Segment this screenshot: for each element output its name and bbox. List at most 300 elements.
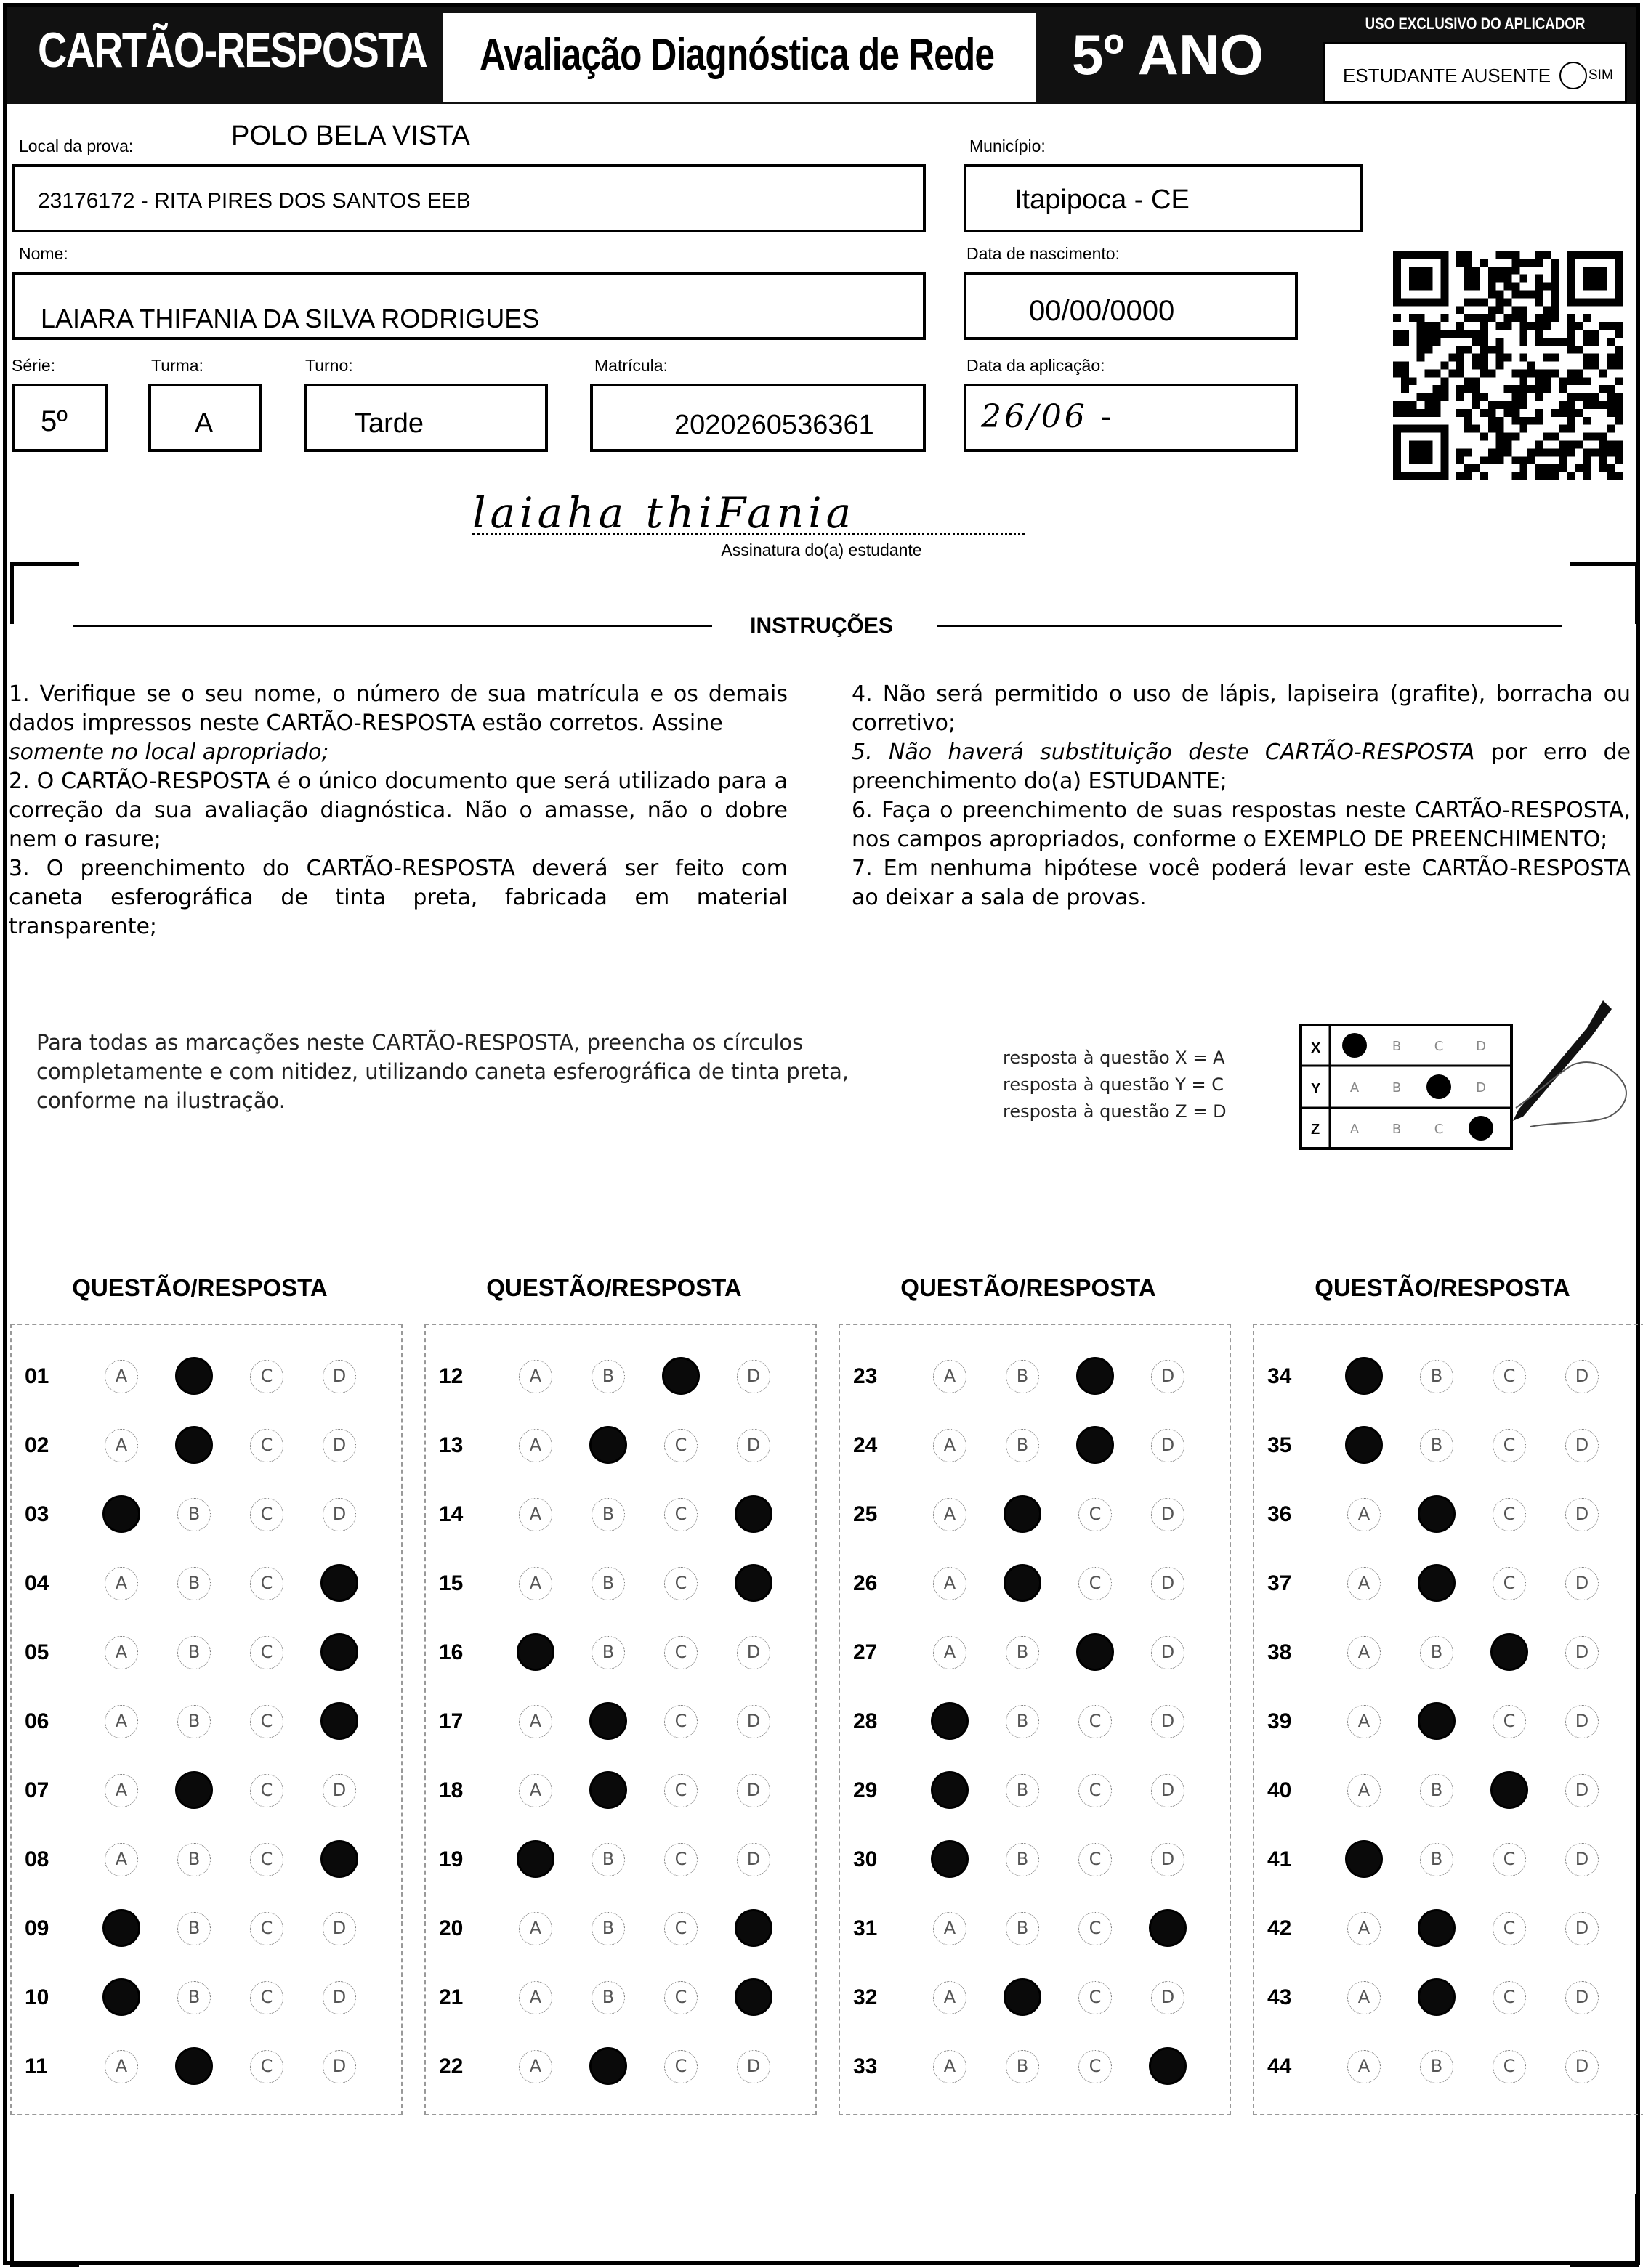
answer-bubble-a[interactable]: A (933, 2050, 966, 2083)
answer-bubble-b[interactable]: B (1006, 1774, 1039, 1807)
instructions-right (852, 680, 1631, 912)
absent-bubble[interactable] (1559, 62, 1587, 89)
answer-bubble-b[interactable]: B (177, 1567, 211, 1600)
answer-bubble-c[interactable]: C (250, 1705, 283, 1738)
example-line-x: resposta à questão X = A (1003, 1048, 1225, 1068)
answer-bubble-a[interactable]: A (1347, 1912, 1381, 1945)
answer-bubble-a[interactable]: A (105, 2050, 138, 2083)
answer-bubble-b[interactable]: B (1420, 2050, 1453, 2083)
answer-bubble-b[interactable]: B (592, 1843, 625, 1876)
instruction-6: 6. Faça o preenchimento de suas respostas neste CARTÃO-RESPOSTA, nos campos apropriados, conforme o EXEMPLO DE PREENCHIMENTO; (852, 798, 1631, 852)
municipio-label: Município: (969, 137, 1046, 155)
question-row (853, 1768, 1216, 1826)
answer-bubble-b[interactable] (175, 1426, 213, 1464)
answer-bubble-d[interactable]: D (1151, 1498, 1184, 1531)
example-empty-bubble: B (1392, 1122, 1402, 1137)
answer-bubble-c[interactable]: C (1493, 1429, 1526, 1462)
answer-bubble-b[interactable] (1004, 1564, 1041, 1602)
question-row (25, 1768, 388, 1826)
answer-bubble-b[interactable]: B (177, 1705, 211, 1738)
answer-bubble-d[interactable]: D (1565, 2050, 1599, 2083)
question-row (1267, 1906, 1631, 1964)
question-row (439, 1699, 802, 1757)
answer-bubble-b[interactable]: B (592, 1498, 625, 1531)
answer-bubble-c[interactable]: C (250, 1912, 283, 1945)
answer-bubble-a[interactable]: A (519, 1498, 552, 1531)
signature-line (472, 533, 1025, 535)
answer-bubble-c[interactable]: C (250, 1981, 283, 2014)
absent-label: ESTUDANTE AUSENTE (1343, 65, 1551, 86)
column-title-4: QUESTÃO/RESPOSTA (1315, 1274, 1570, 1301)
question-number: 04 (25, 1571, 49, 1595)
question-row (439, 1906, 802, 1964)
answer-bubble-b[interactable]: B (177, 1636, 211, 1669)
question-number: 23 (853, 1364, 878, 1388)
answer-bubble-a[interactable]: A (1347, 2050, 1381, 2083)
answer-bubble-a[interactable]: A (933, 1360, 966, 1393)
corner-bracket (1570, 2194, 1639, 2267)
answer-bubble-b[interactable] (589, 2047, 627, 2085)
question-row (439, 1354, 802, 1412)
answer-bubble-d[interactable]: D (737, 1429, 770, 1462)
answer-bubble-a[interactable] (102, 1909, 140, 1947)
answer-bubble-d[interactable]: D (1565, 1567, 1599, 1600)
question-row (853, 1975, 1216, 2033)
answer-bubble-c[interactable]: C (664, 1843, 698, 1876)
question-row (853, 1492, 1216, 1550)
answer-bubble-b[interactable]: B (177, 1912, 211, 1945)
answer-bubble-b[interactable] (175, 1771, 213, 1809)
answer-bubble-a[interactable]: A (519, 1429, 552, 1462)
column-title-3: QUESTÃO/RESPOSTA (900, 1274, 1156, 1301)
answer-bubble-c[interactable]: C (1078, 1981, 1112, 2014)
answer-bubble-d[interactable] (735, 1495, 772, 1533)
instruction-1-emphasis: somente no local apropriado; (9, 740, 329, 765)
answer-bubble-c[interactable]: C (1078, 1705, 1112, 1738)
answer-bubble-b[interactable] (589, 1771, 627, 1809)
answer-bubble-d[interactable]: D (1151, 1774, 1184, 1807)
answer-bubble-d[interactable] (735, 1978, 772, 2016)
answer-bubble-d[interactable] (320, 1564, 358, 1602)
answer-bubble-a[interactable] (517, 1840, 554, 1878)
answer-bubble-a[interactable] (931, 1771, 969, 1809)
answer-bubble-c[interactable]: C (1493, 1981, 1526, 2014)
answer-bubble-c[interactable] (1076, 1633, 1114, 1671)
answer-bubble-a[interactable]: A (1347, 1567, 1381, 1600)
answer-bubble-b[interactable] (1418, 1978, 1456, 2016)
question-row (853, 1423, 1216, 1481)
answer-bubble-c[interactable]: C (1493, 1360, 1526, 1393)
municipio-field (964, 164, 1363, 232)
answer-bubble-b[interactable] (589, 1426, 627, 1464)
nasc-field (964, 272, 1298, 340)
answer-bubble-a[interactable]: A (1347, 1636, 1381, 1669)
question-number: 34 (1267, 1364, 1292, 1388)
answer-bubble-d[interactable]: D (1565, 1912, 1599, 1945)
instructions-title: INSTRUÇÕES (750, 614, 893, 638)
answer-bubble-a[interactable]: A (1347, 1705, 1381, 1738)
answer-bubble-a[interactable]: A (933, 1498, 966, 1531)
answer-bubble-d[interactable]: D (323, 2050, 356, 2083)
answer-bubble-c[interactable]: C (250, 1567, 283, 1600)
answer-bubble-c[interactable]: C (1493, 2050, 1526, 2083)
answer-bubble-d[interactable]: D (1565, 1705, 1599, 1738)
example-legend (1003, 1045, 1227, 1125)
answer-bubble-d[interactable]: D (1151, 1360, 1184, 1393)
turno-value: Tarde (355, 408, 424, 439)
answer-bubble-b[interactable]: B (592, 1636, 625, 1669)
answer-bubble-c[interactable] (662, 1357, 700, 1395)
question-row (853, 1630, 1216, 1688)
question-number: 26 (853, 1571, 878, 1595)
answer-bubble-a[interactable]: A (519, 1774, 552, 1807)
exam-title: Avaliação Diagnóstica de Rede (480, 30, 995, 80)
instruction-3: 3. O preenchimento do CARTÃO-RESPOSTA deverá ser feito com caneta esferográfica de tinta preta, fabricada em material transparente; (9, 856, 788, 939)
answer-bubble-c[interactable]: C (250, 1843, 283, 1876)
question-row (439, 2044, 802, 2102)
question-row (25, 2044, 388, 2102)
question-row (25, 1561, 388, 1619)
answer-bubble-c[interactable]: C (250, 1360, 283, 1393)
answer-bubble-b[interactable]: B (1420, 1636, 1453, 1669)
answer-bubble-a[interactable]: A (105, 1705, 138, 1738)
column-title-2: QUESTÃO/RESPOSTA (486, 1274, 742, 1301)
answer-bubble-c[interactable]: C (1078, 1567, 1112, 1600)
instruction-1: 1. Verifique se o seu nome, o número de sua matrícula e os demais dados impressos neste CARTÃO-RESPOSTA estão corretos. Assine (9, 681, 788, 736)
question-row (1267, 1423, 1631, 1481)
question-row (853, 1561, 1216, 1619)
grade-label: 5º ANO (1072, 23, 1264, 86)
aplicacao-label: Data da aplicação: (966, 356, 1105, 375)
answer-bubble-c[interactable]: C (1493, 1705, 1526, 1738)
answer-bubble-b[interactable] (1004, 1495, 1041, 1533)
answer-bubble-c[interactable]: C (250, 1774, 283, 1807)
answer-bubble-d[interactable] (735, 1564, 772, 1602)
instruction-2: 2. O CARTÃO-RESPOSTA é o único documento que será utilizado para a correção da sua avaliação diagnóstica. Não o amasse, não o dobre nem o rasure; (9, 769, 788, 852)
applicator-panel (1319, 10, 1631, 106)
question-number: 16 (439, 1640, 464, 1664)
answer-bubble-a[interactable] (102, 1978, 140, 2016)
answer-bubble-b[interactable]: B (1006, 1360, 1039, 1393)
question-row (25, 1630, 388, 1688)
question-number: 44 (1267, 2054, 1292, 2078)
answer-bubble-a[interactable]: A (933, 1567, 966, 1600)
answer-bubble-a[interactable]: A (1347, 1498, 1381, 1531)
question-number: 14 (439, 1502, 464, 1526)
answer-bubble-c[interactable]: C (664, 1567, 698, 1600)
answer-bubble-a[interactable]: A (519, 2050, 552, 2083)
answer-bubble-b[interactable]: B (1420, 1360, 1453, 1393)
example-row-x: X (1311, 1040, 1321, 1056)
example-line-z: resposta à questão Z = D (1003, 1101, 1227, 1122)
school-value: 23176172 - RITA PIRES DOS SANTOS EEB (38, 189, 471, 213)
question-row (25, 1837, 388, 1895)
qr-code (1393, 251, 1623, 480)
answer-bubble-a[interactable]: A (105, 1429, 138, 1462)
turma-field (148, 384, 262, 452)
question-row (25, 1492, 388, 1550)
answer-bubble-c[interactable]: C (1493, 1498, 1526, 1531)
example-empty-bubble: D (1476, 1080, 1486, 1095)
answer-bubble-a[interactable] (931, 1702, 969, 1740)
answer-bubble-c[interactable]: C (1078, 2050, 1112, 2083)
question-number: 35 (1267, 1433, 1292, 1457)
question-number: 19 (439, 1847, 464, 1871)
answer-bubble-c[interactable]: C (664, 1912, 698, 1945)
answer-bubble-a[interactable]: A (519, 1912, 552, 1945)
serie-field (12, 384, 108, 452)
aplicacao-field (964, 384, 1298, 452)
answer-bubble-d[interactable]: D (323, 1360, 356, 1393)
answer-bubble-b[interactable]: B (1006, 2050, 1039, 2083)
question-number: 12 (439, 1364, 464, 1388)
answer-bubble-a[interactable]: A (105, 1360, 138, 1393)
answer-bubble-d[interactable]: D (1151, 1636, 1184, 1669)
answer-bubble-d[interactable]: D (1151, 1705, 1184, 1738)
answer-bubble-a[interactable] (517, 1633, 554, 1671)
absent-box (1323, 42, 1627, 103)
turma-value: A (195, 408, 214, 439)
answer-bubble-b[interactable]: B (592, 1567, 625, 1600)
answer-bubble-a[interactable] (1345, 1357, 1383, 1395)
fill-instructions: Para todas as marcações neste CARTÃO-RESPOSTA, preencha os círculos completamente e com nitidez, utilizando caneta esferográfica de tinta preta, conforme na ilustração. (36, 1030, 849, 1113)
question-row (25, 1423, 388, 1481)
question-row (25, 1975, 388, 2033)
answer-bubble-d[interactable]: D (1565, 1981, 1599, 2014)
answer-bubble-c[interactable] (1490, 1771, 1528, 1809)
answer-bubble-c[interactable]: C (1078, 1774, 1112, 1807)
question-number: 40 (1267, 1778, 1292, 1802)
answer-bubble-c[interactable]: C (1493, 1843, 1526, 1876)
answer-bubble-c[interactable] (1490, 1633, 1528, 1671)
answer-bubble-b[interactable]: B (592, 1912, 625, 1945)
answer-bubble-b[interactable]: B (177, 1843, 211, 1876)
answer-bubble-c[interactable] (1076, 1357, 1114, 1395)
answer-bubble-b[interactable]: B (1006, 1912, 1039, 1945)
question-row (1267, 2044, 1631, 2102)
student-signature: laiaha thiFania (472, 488, 856, 538)
question-row (439, 1423, 802, 1481)
answer-bubble-d[interactable] (320, 1702, 358, 1740)
answer-bubble-b[interactable] (1418, 1909, 1456, 1947)
question-row (853, 1354, 1216, 1412)
answer-bubble-d[interactable]: D (323, 1774, 356, 1807)
example-empty-bubble: C (1434, 1122, 1444, 1137)
answer-bubble-d[interactable]: D (737, 1360, 770, 1393)
answer-bubble-a[interactable] (1345, 1840, 1383, 1878)
question-number: 24 (853, 1433, 878, 1457)
answer-bubble-a[interactable] (102, 1495, 140, 1533)
answer-bubble-b[interactable] (1004, 1978, 1041, 2016)
answer-bubble-c[interactable]: C (250, 2050, 283, 2083)
answer-bubble-d[interactable]: D (323, 1429, 356, 1462)
answer-bubble-d[interactable]: D (1565, 1636, 1599, 1669)
answer-bubble-b[interactable]: B (1420, 1843, 1453, 1876)
example-empty-bubble: D (1476, 1039, 1486, 1054)
nome-label: Nome: (19, 244, 68, 263)
turno-label: Turno: (305, 356, 353, 375)
answer-bubble-b[interactable] (1418, 1702, 1456, 1740)
question-number: 33 (853, 2054, 878, 2078)
answer-bubble-a[interactable]: A (519, 1567, 552, 1600)
answer-bubble-a[interactable]: A (933, 1981, 966, 2014)
answer-bubble-d[interactable]: D (1565, 1429, 1599, 1462)
answer-bubble-d[interactable]: D (737, 1636, 770, 1669)
question-number: 39 (1267, 1709, 1292, 1733)
answer-bubble-a[interactable]: A (519, 1705, 552, 1738)
answer-bubble-b[interactable]: B (592, 1360, 625, 1393)
answer-bubble-a[interactable]: A (519, 1360, 552, 1393)
answer-bubble-d[interactable] (1149, 1909, 1187, 1947)
municipio-value: Itapipoca - CE (1014, 185, 1190, 215)
answer-bubble-c[interactable]: C (1078, 1912, 1112, 1945)
answer-bubble-d[interactable] (320, 1633, 358, 1671)
answer-bubble-d[interactable]: D (1565, 1360, 1599, 1393)
answer-bubble-d[interactable]: D (1151, 1429, 1184, 1462)
question-row (25, 1354, 388, 1412)
serie-value: 5º (41, 405, 68, 437)
serie-label: Série: (12, 356, 56, 375)
absent-option: SIM (1588, 68, 1613, 83)
example-filled-bubble (1342, 1033, 1367, 1058)
answer-bubble-b[interactable] (589, 1702, 627, 1740)
answer-bubble-c[interactable]: C (250, 1429, 283, 1462)
answer-bubble-c[interactable]: C (1493, 1567, 1526, 1600)
question-number: 11 (25, 2054, 48, 2078)
answer-bubble-d[interactable]: D (737, 1774, 770, 1807)
question-number: 10 (25, 1985, 49, 2009)
answer-bubble-b[interactable]: B (1006, 1843, 1039, 1876)
answer-bubble-d[interactable] (1149, 2047, 1187, 2085)
matricula-value: 2020260536361 (674, 410, 874, 440)
answer-bubble-d[interactable]: D (1565, 1843, 1599, 1876)
answer-bubble-c[interactable]: C (1493, 1912, 1526, 1945)
answer-bubble-d[interactable] (320, 1840, 358, 1878)
question-number: 20 (439, 1916, 464, 1940)
question-row (1267, 1630, 1631, 1688)
answer-bubble-b[interactable]: B (1006, 1705, 1039, 1738)
corner-bracket (10, 2194, 79, 2267)
answer-bubble-b[interactable]: B (177, 1498, 211, 1531)
answer-bubble-b[interactable]: B (1420, 1429, 1453, 1462)
answer-bubble-d[interactable]: D (737, 2050, 770, 2083)
question-row (25, 1699, 388, 1757)
question-row (439, 1492, 802, 1550)
answer-bubble-c[interactable]: C (250, 1498, 283, 1531)
question-row (439, 1561, 802, 1619)
nome-value: LAIARA THIFANIA DA SILVA RODRIGUES (41, 304, 540, 333)
answer-bubble-b[interactable] (1418, 1495, 1456, 1533)
answer-bubble-b[interactable]: B (1006, 1429, 1039, 1462)
answer-bubble-d[interactable]: D (1151, 1843, 1184, 1876)
answer-bubble-c[interactable]: C (1078, 1498, 1112, 1531)
answer-bubble-c[interactable]: C (664, 1636, 698, 1669)
question-number: 09 (25, 1916, 49, 1940)
answer-bubble-d[interactable] (735, 1909, 772, 1947)
answer-bubble-c[interactable]: C (664, 1429, 698, 1462)
matricula-label: Matrícula: (594, 356, 668, 375)
question-row (1267, 1354, 1631, 1412)
question-row (439, 1630, 802, 1688)
answer-bubble-c[interactable]: C (664, 2050, 698, 2083)
answer-bubble-a[interactable]: A (105, 1636, 138, 1669)
question-number: 21 (439, 1985, 464, 2009)
nasc-value: 00/00/0000 (1029, 295, 1175, 327)
question-row (1267, 1768, 1631, 1826)
example-empty-bubble: A (1349, 1080, 1360, 1095)
answer-bubble-c[interactable]: C (664, 1705, 698, 1738)
answer-bubble-d[interactable]: D (1151, 1567, 1184, 1600)
answer-bubble-d[interactable]: D (323, 1981, 356, 2014)
answer-bubble-b[interactable]: B (177, 1981, 211, 2014)
applicator-label: USO EXCLUSIVO DO APLICADOR (1365, 15, 1586, 33)
answer-bubble-b[interactable] (175, 2047, 213, 2085)
answer-bubble-d[interactable]: D (1565, 1498, 1599, 1531)
answer-bubble-d[interactable]: D (1565, 1774, 1599, 1807)
question-number: 30 (853, 1847, 878, 1871)
question-row (1267, 1699, 1631, 1757)
answer-bubble-d[interactable]: D (737, 1843, 770, 1876)
question-number: 06 (25, 1709, 49, 1733)
question-row (25, 1906, 388, 1964)
example-line-y: resposta à questão Y = C (1003, 1074, 1224, 1095)
question-number: 07 (25, 1778, 49, 1802)
example-row-z: Z (1311, 1122, 1320, 1138)
answer-bubble-c[interactable] (1076, 1426, 1114, 1464)
question-row (439, 1837, 802, 1895)
answer-bubble-a[interactable]: A (519, 1981, 552, 2014)
question-row (1267, 1561, 1631, 1619)
answer-bubble-a[interactable]: A (1347, 1981, 1381, 2014)
answer-bubble-a[interactable] (1345, 1426, 1383, 1464)
answer-bubble-d[interactable]: D (1151, 1981, 1184, 2014)
answer-bubble-b[interactable]: B (592, 1981, 625, 2014)
question-number: 13 (439, 1433, 464, 1457)
answer-bubble-a[interactable]: A (105, 1774, 138, 1807)
answer-bubble-d[interactable]: D (323, 1498, 356, 1531)
answer-bubble-a[interactable]: A (933, 1429, 966, 1462)
answer-bubble-b[interactable] (175, 1357, 213, 1395)
card-title: CARTÃO-RESPOSTA (38, 23, 427, 78)
answer-bubble-a[interactable]: A (933, 1912, 966, 1945)
answer-bubble-a[interactable] (931, 1840, 969, 1878)
answer-bubble-c[interactable]: C (664, 1774, 698, 1807)
question-row (853, 1906, 1216, 1964)
question-number: 03 (25, 1502, 49, 1526)
question-number: 25 (853, 1502, 878, 1526)
signature-label: Assinatura do(a) estudante (721, 540, 922, 559)
answer-bubble-a[interactable]: A (105, 1843, 138, 1876)
example-filled-bubble (1469, 1116, 1493, 1141)
example-empty-bubble: B (1392, 1080, 1402, 1095)
answer-bubble-a[interactable]: A (933, 1636, 966, 1669)
answer-bubble-b[interactable]: B (1420, 1774, 1453, 1807)
answer-bubble-d[interactable]: D (323, 1912, 356, 1945)
answer-bubble-c[interactable]: C (1078, 1843, 1112, 1876)
answer-bubble-a[interactable]: A (105, 1567, 138, 1600)
school-field (12, 164, 926, 232)
question-number: 42 (1267, 1916, 1292, 1940)
answer-bubble-c[interactable]: C (664, 1498, 698, 1531)
answer-bubble-d[interactable]: D (737, 1705, 770, 1738)
answer-bubble-c[interactable]: C (250, 1636, 283, 1669)
example-row-y: Y (1311, 1081, 1321, 1097)
answer-bubble-b[interactable] (1418, 1564, 1456, 1602)
answer-bubble-b[interactable]: B (1006, 1636, 1039, 1669)
answer-bubble-c[interactable]: C (664, 1981, 698, 2014)
answer-bubble-a[interactable]: A (1347, 1774, 1381, 1807)
question-number: 22 (439, 2054, 464, 2078)
